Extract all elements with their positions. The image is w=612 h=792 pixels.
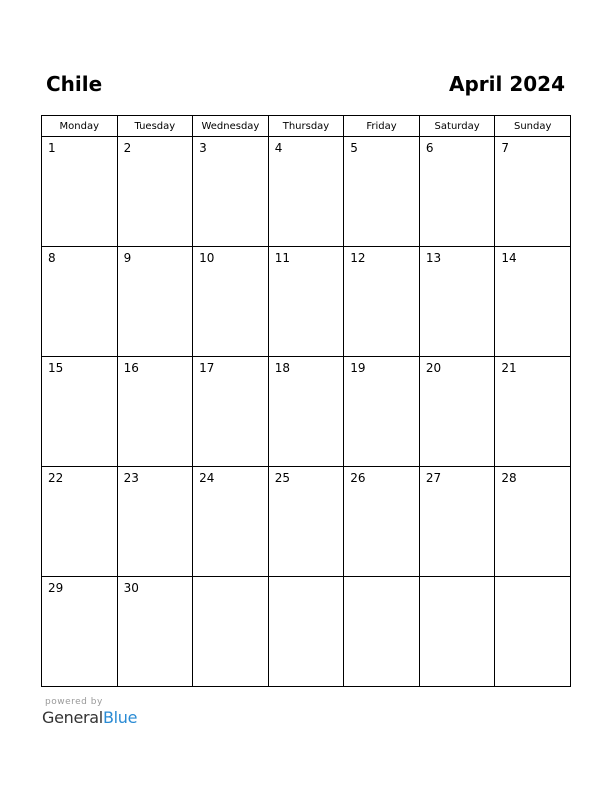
weekday-monday: Monday <box>42 116 118 137</box>
day-number: 8 <box>48 251 56 265</box>
day-cell <box>419 467 495 577</box>
day-cell <box>344 247 420 357</box>
day-number <box>495 577 570 581</box>
day-number: 9 <box>123 251 132 265</box>
day-cell <box>193 467 269 577</box>
day-number <box>269 577 344 581</box>
weekday-header-row <box>42 116 571 137</box>
day-number: 18 <box>274 361 290 375</box>
day-cell <box>495 467 571 577</box>
day-number: 24 <box>199 471 215 485</box>
day-cell <box>495 247 571 357</box>
day-number: 10 <box>199 251 215 265</box>
brand-name-general: General <box>42 708 103 727</box>
day-cell <box>42 247 118 357</box>
week-row <box>42 577 571 687</box>
day-cell <box>193 357 269 467</box>
day-number <box>420 577 495 581</box>
day-number <box>193 577 268 581</box>
day-cell <box>419 137 495 247</box>
day-cell <box>495 357 571 467</box>
day-number: 16 <box>123 361 139 375</box>
weekday-wednesday: Wednesday <box>193 116 269 137</box>
day-number: 4 <box>274 141 283 155</box>
day-number: 11 <box>274 251 290 265</box>
day-cell <box>419 247 495 357</box>
day-number: 27 <box>425 471 442 485</box>
day-cell <box>495 137 571 247</box>
powered-by-text: powered by <box>45 697 103 707</box>
week-row <box>42 247 571 357</box>
day-cell <box>419 357 495 467</box>
day-number: 28 <box>501 471 517 485</box>
day-number: 3 <box>199 141 207 155</box>
day-number: 17 <box>199 361 215 375</box>
weekday-thursday: Thursday <box>268 116 344 137</box>
day-number: 7 <box>501 141 510 155</box>
weekday-tuesday: Tuesday <box>117 116 193 137</box>
day-number: 14 <box>501 251 517 265</box>
day-number: 5 <box>350 141 358 155</box>
day-number: 20 <box>425 361 442 375</box>
day-cell <box>344 137 420 247</box>
day-cell <box>193 577 269 687</box>
day-number: 2 <box>123 141 132 155</box>
country-title: Chile <box>46 72 103 96</box>
week-row <box>42 357 571 467</box>
brand-name-blue: Blue <box>102 708 138 727</box>
weekday-saturday: Saturday <box>419 116 495 137</box>
day-cell <box>344 577 420 687</box>
day-cell <box>42 357 118 467</box>
day-number: 22 <box>48 471 64 485</box>
day-cell <box>268 247 344 357</box>
day-cell <box>193 137 269 247</box>
day-cell <box>117 247 193 357</box>
day-number: 6 <box>425 141 434 155</box>
day-number <box>344 577 419 581</box>
day-number: 25 <box>274 471 290 485</box>
day-number: 1 <box>48 141 56 155</box>
day-cell <box>268 467 344 577</box>
day-cell <box>193 247 269 357</box>
day-cell <box>344 467 420 577</box>
day-number: 23 <box>123 471 139 485</box>
day-cell <box>42 577 118 687</box>
day-number: 21 <box>501 361 517 375</box>
week-row <box>42 137 571 247</box>
day-number: 15 <box>48 361 64 375</box>
month-title: April 2024 <box>449 72 565 96</box>
day-cell <box>419 577 495 687</box>
day-number: 26 <box>350 471 366 485</box>
day-cell <box>42 137 118 247</box>
day-number: 13 <box>425 251 442 265</box>
day-cell <box>117 137 193 247</box>
day-cell <box>268 137 344 247</box>
calendar-grid <box>41 115 571 687</box>
day-cell <box>117 577 193 687</box>
weekday-friday: Friday <box>344 116 420 137</box>
day-cell <box>117 467 193 577</box>
day-cell <box>268 577 344 687</box>
brand-footer <box>42 697 137 728</box>
day-number: 29 <box>48 581 64 595</box>
day-number: 12 <box>350 251 366 265</box>
day-number: 30 <box>123 581 139 595</box>
day-cell <box>42 467 118 577</box>
brand-logo[interactable] <box>42 708 137 728</box>
day-cell <box>344 357 420 467</box>
day-cell <box>495 577 571 687</box>
day-cell <box>117 357 193 467</box>
weekday-sunday: Sunday <box>495 116 571 137</box>
day-cell <box>268 357 344 467</box>
day-number: 19 <box>350 361 366 375</box>
week-row <box>42 467 571 577</box>
